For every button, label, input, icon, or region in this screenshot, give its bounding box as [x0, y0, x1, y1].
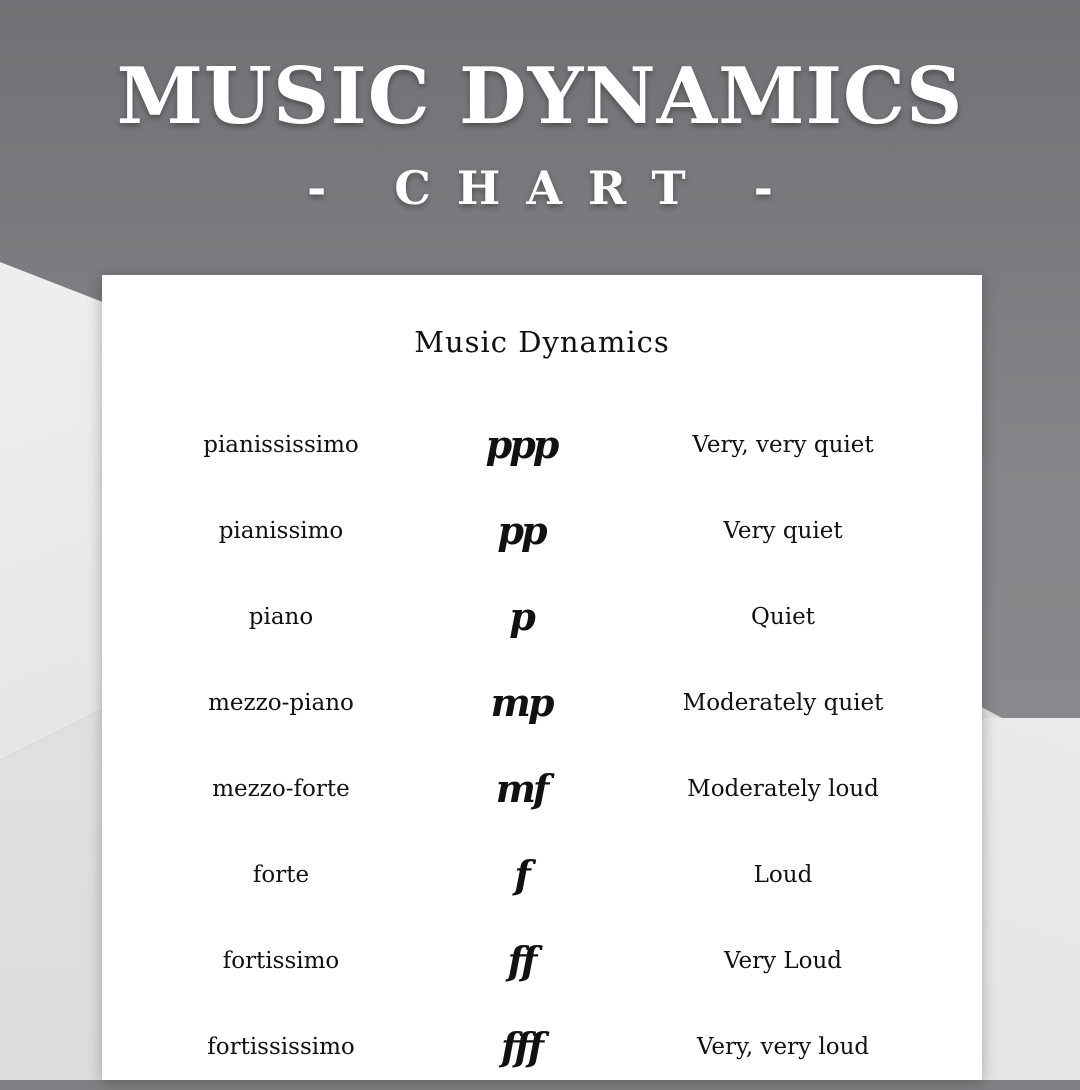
dynamic-term: piano	[248, 604, 314, 630]
dynamic-symbol: p	[509, 594, 533, 639]
dynamic-term: mezzo-forte	[212, 776, 350, 802]
table-row	[102, 660, 982, 746]
dynamic-term: fortissimo	[222, 948, 340, 974]
dynamic-symbol: pp	[497, 508, 545, 553]
dynamic-term: pianississimo	[203, 432, 359, 458]
dynamic-meaning: Very, very quiet	[692, 432, 874, 458]
table-row	[102, 918, 982, 1004]
dynamic-term: pianissimo	[218, 518, 344, 544]
dynamics-poster	[102, 275, 982, 1080]
dynamic-symbol: ff	[507, 938, 535, 983]
table-row	[102, 746, 982, 832]
dynamic-meaning: Very quiet	[723, 518, 843, 544]
dynamic-term: forte	[252, 862, 310, 888]
dynamic-meaning: Loud	[753, 862, 813, 888]
dynamic-meaning: Very, very loud	[696, 1034, 870, 1060]
dynamic-symbol: f	[514, 852, 528, 897]
dynamic-meaning: Very Loud	[723, 948, 843, 974]
dynamic-meaning: Quiet	[751, 604, 815, 630]
dynamics-table	[102, 402, 982, 1090]
banner-subtitle: - CHART -	[307, 161, 799, 215]
dynamic-term: fortississimo	[207, 1034, 355, 1060]
table-row	[102, 402, 982, 488]
dynamic-meaning: Moderately quiet	[682, 690, 884, 716]
dynamic-symbol: fff	[500, 1024, 542, 1069]
dynamic-term: mezzo-piano	[208, 690, 354, 716]
table-row	[102, 574, 982, 660]
dynamic-symbol: ppp	[485, 422, 557, 467]
table-row	[102, 488, 982, 574]
dynamic-meaning: Moderately loud	[687, 776, 879, 802]
dynamic-symbol: mp	[490, 680, 552, 725]
poster-title: Music Dynamics	[414, 325, 670, 359]
dynamic-symbol: mf	[495, 766, 547, 811]
table-row	[102, 1004, 982, 1090]
banner-title: MUSIC DYNAMICS	[116, 51, 964, 142]
table-row	[102, 832, 982, 918]
